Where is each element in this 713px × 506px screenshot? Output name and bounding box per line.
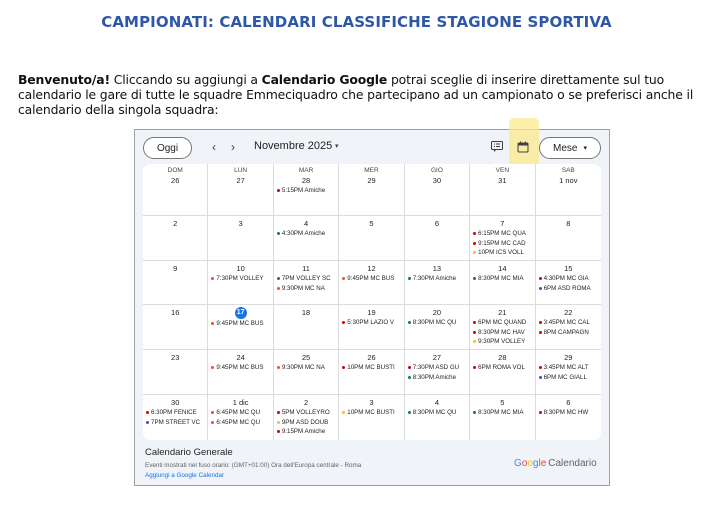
calendar-event[interactable] bbox=[536, 284, 601, 294]
calendar-event[interactable] bbox=[405, 408, 469, 418]
google-letter: g bbox=[532, 458, 539, 469]
today-button[interactable]: Oggi bbox=[143, 137, 192, 159]
calendar-event[interactable] bbox=[274, 363, 338, 373]
event-label: 8:30PM MC QU bbox=[412, 319, 457, 326]
event-label: 9:30PM VOLLEY bbox=[478, 338, 526, 345]
calendar-event[interactable] bbox=[208, 408, 272, 418]
calendar-event[interactable] bbox=[470, 328, 534, 338]
day-number[interactable]: 6 bbox=[566, 398, 571, 407]
day-number[interactable]: 20 bbox=[432, 308, 442, 317]
calendar-event[interactable] bbox=[339, 274, 403, 284]
event-dot-icon bbox=[473, 331, 476, 334]
calendar-event[interactable] bbox=[470, 229, 534, 239]
day-number[interactable]: 7 bbox=[500, 219, 505, 228]
day-cell[interactable] bbox=[274, 164, 339, 216]
event-label: 6PM ASD ROMA bbox=[543, 284, 591, 292]
calendar-event[interactable] bbox=[274, 186, 338, 196]
calendar-event[interactable] bbox=[274, 274, 338, 284]
intro-paragraph bbox=[18, 72, 708, 117]
day-cell[interactable] bbox=[536, 216, 601, 261]
calendar-event[interactable] bbox=[339, 363, 403, 373]
event-label: 10PM MC BUSTI bbox=[347, 409, 395, 416]
weekday-header: MAR bbox=[298, 167, 314, 174]
event-label: 5:30PM LAZIO V bbox=[347, 319, 395, 326]
calendar-event[interactable] bbox=[536, 274, 601, 284]
event-dot-icon bbox=[342, 366, 345, 369]
google-letter: o bbox=[527, 458, 533, 469]
event-dot-icon bbox=[211, 421, 214, 424]
event-dot-icon bbox=[539, 411, 542, 414]
calendar-event[interactable] bbox=[143, 408, 207, 418]
event-label: 7:30PM Amiche bbox=[412, 275, 457, 282]
event-dot-icon bbox=[473, 232, 476, 235]
day-cell[interactable] bbox=[274, 350, 339, 395]
event-dot-icon bbox=[539, 366, 542, 369]
event-dot-icon bbox=[539, 376, 542, 379]
intro-welcome: Benvenuto/a! bbox=[18, 72, 110, 87]
calendar-event[interactable] bbox=[274, 408, 338, 418]
calendar-name: Calendario Generale bbox=[145, 447, 233, 458]
event-dot-icon bbox=[342, 321, 345, 324]
calendar-icon[interactable] bbox=[517, 141, 529, 153]
day-number[interactable]: 4 bbox=[434, 398, 439, 407]
event-label: 6PM ROMA VOL bbox=[478, 364, 525, 371]
calendar-event[interactable] bbox=[208, 274, 272, 284]
day-number[interactable]: 14 bbox=[498, 264, 507, 273]
event-label: 9:30PM MC NA bbox=[281, 284, 325, 292]
calendar-event[interactable] bbox=[339, 408, 403, 418]
day-number[interactable]: 5 bbox=[369, 219, 374, 228]
calendar-event[interactable] bbox=[470, 363, 534, 373]
day-number[interactable]: 28 bbox=[498, 353, 507, 362]
day-cell[interactable] bbox=[470, 305, 535, 350]
day-number[interactable]: 12 bbox=[367, 264, 376, 273]
day-number[interactable]: 23 bbox=[171, 353, 180, 362]
day-number[interactable]: 24 bbox=[236, 353, 245, 362]
event-label: 10PM MC BUSTI bbox=[347, 364, 395, 371]
event-dot-icon bbox=[408, 277, 411, 280]
calendar-event[interactable] bbox=[470, 318, 534, 328]
day-number[interactable]: 2 bbox=[173, 219, 178, 228]
day-cell[interactable] bbox=[339, 261, 404, 305]
day-cell[interactable] bbox=[143, 216, 208, 261]
event-label: 6:45PM MC QU bbox=[216, 409, 261, 416]
intro-text-1: Cliccando su aggiungi a bbox=[109, 72, 262, 87]
day-cell[interactable] bbox=[470, 216, 535, 261]
day-number[interactable]: 8 bbox=[566, 219, 571, 228]
day-cell[interactable] bbox=[208, 395, 273, 440]
day-cell[interactable] bbox=[339, 164, 404, 216]
day-cell[interactable] bbox=[405, 261, 470, 305]
event-label: 6:15PM MC QUA bbox=[478, 230, 526, 237]
calendar-wordmark: Calendario bbox=[548, 458, 597, 469]
add-to-google-calendar-link[interactable]: Aggiungi a Google Calendar bbox=[145, 472, 225, 479]
view-select-button[interactable] bbox=[539, 137, 601, 159]
calendar-event[interactable] bbox=[274, 229, 338, 239]
day-number[interactable]: 18 bbox=[301, 308, 311, 317]
event-label: 8:30PM MC MIA bbox=[478, 275, 524, 282]
event-label: 9:15PM MC CAD bbox=[478, 239, 526, 247]
event-label: 6PM MC GIALL bbox=[543, 373, 587, 381]
day-cell[interactable] bbox=[536, 164, 601, 216]
google-letter: G bbox=[514, 458, 522, 469]
agenda-icon[interactable] bbox=[491, 141, 503, 152]
event-label: 8PM CAMPAGN bbox=[543, 328, 589, 336]
event-dot-icon bbox=[539, 321, 542, 324]
event-label: 9PM ASD DOUB bbox=[281, 418, 329, 426]
event-label: 5:15PM Amiche bbox=[281, 187, 326, 194]
day-cell[interactable] bbox=[405, 350, 470, 395]
event-dot-icon bbox=[211, 411, 214, 414]
day-number[interactable]: 6 bbox=[434, 219, 439, 228]
weekday-header: LUN bbox=[234, 167, 248, 174]
event-label: 4:30PM MC GIA bbox=[543, 275, 589, 282]
event-dot-icon bbox=[277, 232, 280, 235]
event-dot-icon bbox=[473, 321, 476, 324]
day-cell[interactable] bbox=[143, 164, 208, 216]
day-cell[interactable] bbox=[536, 395, 601, 440]
calendar-event[interactable] bbox=[536, 318, 601, 328]
event-label: 9:30PM MC NA bbox=[281, 364, 325, 371]
event-label: 4:30PM Amiche bbox=[281, 230, 326, 237]
weekday-header: MER bbox=[364, 167, 379, 174]
event-dot-icon bbox=[473, 277, 476, 280]
day-number[interactable]: 10 bbox=[236, 264, 245, 273]
event-label: 6:30PM FENICE bbox=[151, 409, 197, 416]
event-dot-icon bbox=[473, 340, 476, 343]
chevron-left-icon[interactable]: ‹ bbox=[212, 140, 216, 154]
day-cell[interactable] bbox=[208, 216, 273, 261]
chevron-right-icon[interactable]: › bbox=[231, 140, 235, 154]
calendar-event[interactable] bbox=[339, 318, 403, 328]
day-cell[interactable] bbox=[339, 305, 404, 350]
calendar-event[interactable] bbox=[536, 408, 601, 418]
event-dot-icon bbox=[277, 277, 280, 280]
day-number[interactable]: 11 bbox=[302, 264, 310, 273]
day-number[interactable]: 29 bbox=[564, 353, 573, 362]
calendar-event[interactable] bbox=[405, 363, 469, 373]
chevron-down-icon: ▾ bbox=[583, 145, 587, 152]
event-dot-icon bbox=[211, 366, 214, 369]
calendar-event[interactable] bbox=[143, 418, 207, 428]
event-dot-icon bbox=[473, 366, 476, 369]
event-dot-icon bbox=[408, 376, 411, 379]
day-cell[interactable] bbox=[208, 164, 273, 216]
day-number[interactable]: 27 bbox=[236, 176, 245, 185]
day-number[interactable]: 30 bbox=[171, 398, 180, 407]
weekday-header: VEN bbox=[495, 167, 510, 174]
day-number[interactable]: 4 bbox=[303, 219, 309, 228]
calendar-event[interactable] bbox=[536, 363, 601, 373]
event-label: 3:45PM MC CAL bbox=[543, 319, 590, 326]
day-cell[interactable] bbox=[143, 261, 208, 305]
today-day-number[interactable]: 17 bbox=[235, 307, 247, 319]
day-number[interactable]: 31 bbox=[498, 176, 507, 185]
event-dot-icon bbox=[539, 331, 542, 334]
calendar-event[interactable] bbox=[208, 319, 272, 329]
event-dot-icon bbox=[473, 411, 476, 414]
view-select-label: Mese bbox=[553, 142, 578, 154]
event-label: 8:30PM MC QU bbox=[412, 409, 457, 416]
weekday-header: SAB bbox=[561, 167, 575, 174]
event-label: 8:30PM MC MIA bbox=[478, 409, 524, 416]
event-label: 7PM VOLLEY SC bbox=[281, 275, 331, 282]
calendar-event[interactable] bbox=[470, 248, 534, 258]
event-dot-icon bbox=[342, 277, 345, 280]
page-title: CAMPIONATI: CALENDARI CLASSIFICHE STAGIONE SPORTIVA bbox=[101, 13, 612, 31]
day-cell[interactable] bbox=[470, 350, 535, 395]
event-dot-icon bbox=[408, 366, 411, 369]
event-label: 5PM VOLLEYRO bbox=[281, 409, 330, 416]
day-cell[interactable] bbox=[536, 305, 601, 350]
day-cell[interactable] bbox=[143, 395, 208, 440]
event-dot-icon bbox=[277, 366, 280, 369]
calendar-event[interactable] bbox=[536, 328, 601, 338]
day-cell[interactable] bbox=[339, 216, 404, 261]
day-number[interactable]: 28 bbox=[301, 176, 311, 185]
event-label: 7:30PM VOLLEY bbox=[216, 275, 264, 282]
calendar-event[interactable] bbox=[208, 418, 272, 428]
day-cell[interactable] bbox=[405, 164, 470, 216]
day-number[interactable]: 2 bbox=[303, 398, 309, 407]
event-dot-icon bbox=[539, 277, 542, 280]
day-cell[interactable] bbox=[339, 350, 404, 395]
event-dot-icon bbox=[277, 189, 280, 192]
day-number[interactable]: 3 bbox=[369, 398, 374, 407]
embedded-calendar bbox=[134, 129, 610, 486]
day-cell[interactable] bbox=[470, 395, 535, 440]
day-cell[interactable] bbox=[143, 350, 208, 395]
event-label: 10PM ICS VOLL bbox=[478, 249, 524, 256]
day-cell[interactable] bbox=[274, 395, 339, 440]
timezone-note: Eventi mostrati nel fuso orario: (GMT+01:00) Ora dell'Europa centrale - Roma bbox=[145, 462, 362, 469]
day-number[interactable]: 13 bbox=[432, 264, 442, 273]
weekday-header: DOM bbox=[167, 167, 183, 174]
day-number[interactable]: 1 dic bbox=[232, 398, 249, 407]
event-dot-icon bbox=[342, 411, 345, 414]
event-label: 8:30PM MC HW bbox=[543, 409, 589, 416]
event-dot-icon bbox=[211, 277, 214, 280]
calendar-event[interactable] bbox=[536, 373, 601, 383]
day-number[interactable]: 3 bbox=[238, 219, 243, 228]
event-dot-icon bbox=[408, 321, 411, 324]
event-label: 9:45PM MC BUS bbox=[216, 320, 264, 327]
event-label: 9:45PM MC BUS bbox=[347, 275, 395, 282]
day-number[interactable]: 27 bbox=[432, 353, 442, 362]
event-dot-icon bbox=[211, 322, 214, 325]
google-letter: o bbox=[521, 458, 528, 469]
day-number[interactable]: 9 bbox=[173, 264, 178, 273]
calendar-event[interactable] bbox=[405, 373, 469, 383]
calendar-event[interactable] bbox=[470, 239, 534, 249]
event-label: 8:30PM MC HAV bbox=[478, 328, 525, 336]
google-letter: e bbox=[540, 458, 547, 469]
event-dot-icon bbox=[277, 421, 280, 424]
month-label[interactable]: Novembre 2025 bbox=[254, 140, 333, 152]
day-cell[interactable] bbox=[274, 305, 339, 350]
day-cell[interactable] bbox=[470, 164, 535, 216]
google-letter: l bbox=[538, 458, 541, 469]
day-number[interactable]: 25 bbox=[301, 353, 311, 362]
day-number[interactable]: 1 nov bbox=[559, 176, 578, 185]
weekday-header: GIO bbox=[430, 167, 443, 174]
event-label: 3:45PM MC ALT bbox=[543, 364, 589, 371]
calendar-event[interactable] bbox=[470, 337, 534, 347]
day-cell[interactable] bbox=[274, 216, 339, 261]
day-cell[interactable] bbox=[208, 261, 273, 305]
day-number[interactable]: 16 bbox=[171, 308, 180, 317]
event-dot-icon bbox=[277, 287, 280, 290]
event-dot-icon bbox=[408, 411, 411, 414]
event-dot-icon bbox=[146, 421, 149, 424]
day-cell[interactable] bbox=[405, 395, 470, 440]
day-number[interactable]: 26 bbox=[171, 176, 180, 185]
calendar-footer bbox=[135, 446, 609, 486]
event-label: 6:45PM MC QU bbox=[216, 418, 261, 426]
day-number[interactable]: 5 bbox=[500, 398, 505, 407]
calendar-event[interactable] bbox=[470, 274, 534, 284]
day-cell[interactable] bbox=[405, 305, 470, 350]
calendar-event[interactable] bbox=[405, 318, 469, 328]
day-cell[interactable] bbox=[143, 305, 208, 350]
calendar-event[interactable] bbox=[470, 408, 534, 418]
day-number[interactable]: 15 bbox=[564, 264, 573, 273]
event-dot-icon bbox=[146, 411, 149, 414]
day-cell[interactable] bbox=[274, 261, 339, 305]
event-label: 7PM STREET VC bbox=[151, 418, 201, 426]
month-dropdown-icon[interactable]: ▾ bbox=[335, 143, 339, 150]
calendar-toolbar bbox=[135, 130, 609, 164]
event-label: 7:30PM ASD GU bbox=[412, 364, 460, 371]
intro-gcal: Calendario Google bbox=[261, 72, 388, 87]
calendar-event[interactable] bbox=[274, 284, 338, 294]
event-dot-icon bbox=[539, 287, 542, 290]
calendar-event[interactable] bbox=[208, 363, 272, 373]
day-cell[interactable] bbox=[470, 261, 535, 305]
intro-text-2: potrai sceglie di inserire direttamente sul tuo calendario le gare di tutte le squadre Emmeciquadro che partecipano ad un campionato o se preferisci anche il calendario della singola squadra: bbox=[18, 72, 694, 117]
day-number[interactable]: 21 bbox=[498, 308, 507, 317]
calendar-event[interactable] bbox=[274, 427, 338, 437]
day-cell[interactable] bbox=[536, 350, 601, 395]
event-dot-icon bbox=[277, 430, 280, 433]
event-dot-icon bbox=[277, 411, 280, 414]
event-label: 9:15PM Amiche bbox=[281, 428, 326, 435]
month-grid bbox=[143, 164, 601, 440]
day-cell[interactable] bbox=[208, 305, 273, 350]
google-wordmark bbox=[514, 458, 546, 469]
event-dot-icon bbox=[473, 251, 476, 254]
event-dot-icon bbox=[473, 242, 476, 245]
day-number[interactable]: 19 bbox=[367, 308, 376, 317]
event-label: 8:30PM Amiche bbox=[412, 373, 457, 381]
day-number[interactable]: 30 bbox=[432, 176, 442, 185]
google-calendar-logo[interactable] bbox=[514, 458, 597, 469]
day-cell[interactable] bbox=[339, 395, 404, 440]
day-number[interactable]: 29 bbox=[367, 176, 376, 185]
event-label: 9:45PM MC BUS bbox=[216, 364, 264, 371]
event-label: 6PM MC QUAND bbox=[478, 319, 527, 326]
day-cell[interactable] bbox=[536, 261, 601, 305]
day-number[interactable]: 22 bbox=[564, 308, 573, 317]
calendar-event[interactable] bbox=[405, 274, 469, 284]
day-number[interactable]: 26 bbox=[367, 353, 376, 362]
calendar-event[interactable] bbox=[274, 418, 338, 428]
day-cell[interactable] bbox=[208, 350, 273, 395]
day-cell[interactable] bbox=[405, 216, 470, 261]
